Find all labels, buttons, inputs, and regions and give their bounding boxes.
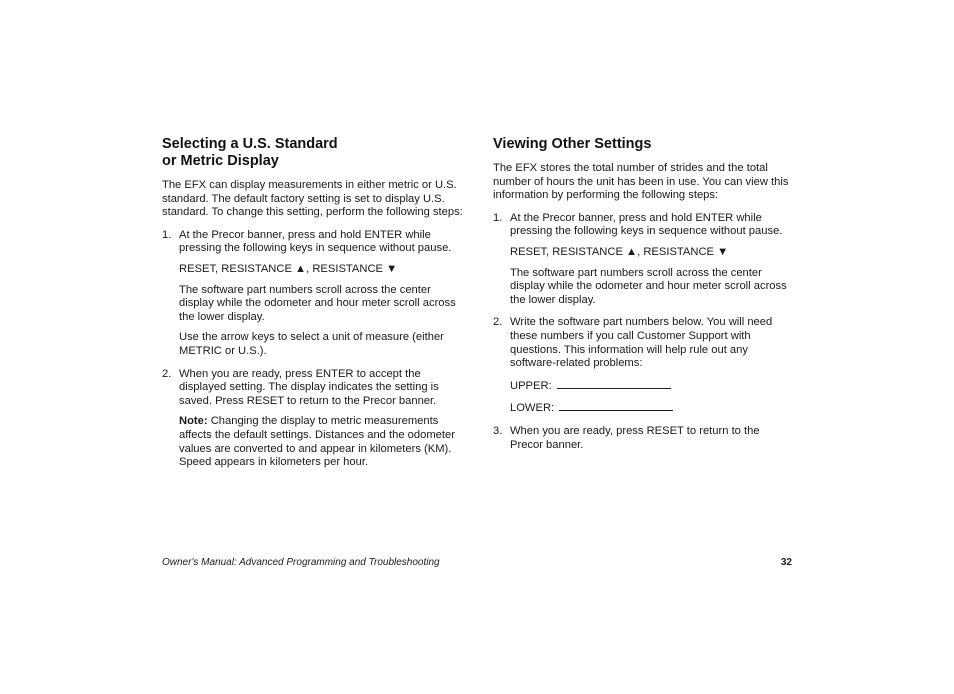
lower-blank-line <box>559 400 673 411</box>
step-number: 2. <box>493 316 503 329</box>
step-number: 1. <box>162 228 172 241</box>
step-text: At the Precor banner, press and hold ENTER while pressing the following keys in sequence without pause. <box>510 211 783 238</box>
page-number: 32 <box>780 557 792 568</box>
step-note: Use the arrow keys to select a unit of measure (either METRIC or U.S.). <box>179 331 444 357</box>
list-item <box>493 425 795 452</box>
intro-paragraph: The EFX can display measurements in either metric or U.S. standard. The default factory setting is set to display U.S. standard. To change this setting, perform the following steps: <box>162 179 463 219</box>
step-text: At the Precor banner, press and hold ENTER while pressing the following keys in sequence without pause. <box>179 228 452 255</box>
intro-paragraph: The EFX stores the total number of strides and the total number of hours the unit has been in use. You can view this information by performing the following steps: <box>493 162 789 202</box>
step-note: The software part numbers scroll across the center display while the odometer and hour meter scroll across the lower display. <box>510 266 787 306</box>
page-footer <box>162 556 792 569</box>
list-item <box>493 212 795 308</box>
heading-line-2: or Metric Display <box>162 153 279 169</box>
section-heading-other-settings: Viewing Other Settings <box>493 136 652 152</box>
steps-list <box>162 229 464 470</box>
heading-line-1: Selecting a U.S. Standard <box>162 136 338 152</box>
upper-label: UPPER: <box>510 379 552 392</box>
step-text: When you are ready, press ENTER to accept the displayed setting. The display indicates the setting is saved. Press RESET to return to the Precor banner. <box>179 367 439 407</box>
lower-label: LOWER: <box>510 402 555 415</box>
key-sequence: RESET, RESISTANCE ▲, RESISTANCE ▼ <box>179 262 398 275</box>
list-item <box>493 316 795 416</box>
step-note: The software part numbers scroll across the center display while the odometer and hour meter scroll across the lower display. <box>179 283 456 323</box>
footer-title: Owner's Manual: Advanced Programming and Troubleshooting <box>162 557 440 568</box>
upper-field <box>510 378 795 394</box>
lower-field <box>510 400 795 416</box>
left-column <box>162 136 464 479</box>
section-heading-units <box>162 136 464 170</box>
right-column <box>493 136 795 461</box>
step-number: 1. <box>493 211 503 224</box>
step-text: When you are ready, press RESET to return to the Precor banner. <box>510 424 760 451</box>
note-label: Note: <box>179 415 208 428</box>
metric-note <box>179 415 464 469</box>
step-number: 3. <box>493 424 503 437</box>
key-sequence: RESET, RESISTANCE ▲, RESISTANCE ▼ <box>510 245 729 258</box>
list-item <box>162 229 464 359</box>
upper-blank-line <box>557 378 671 389</box>
steps-list <box>493 212 795 452</box>
step-number: 2. <box>162 367 172 380</box>
step-text: Write the software part numbers below. You will need these numbers if you call Customer Support with questions. This information will help rule out any software-related problems: <box>510 316 773 370</box>
list-item <box>162 368 464 470</box>
note-text: Changing the display to metric measurements affects the default settings. Distances and the odometer values are converted to and appear in kilometers (KM). Speed appears in kilometers per hour. <box>179 415 455 469</box>
